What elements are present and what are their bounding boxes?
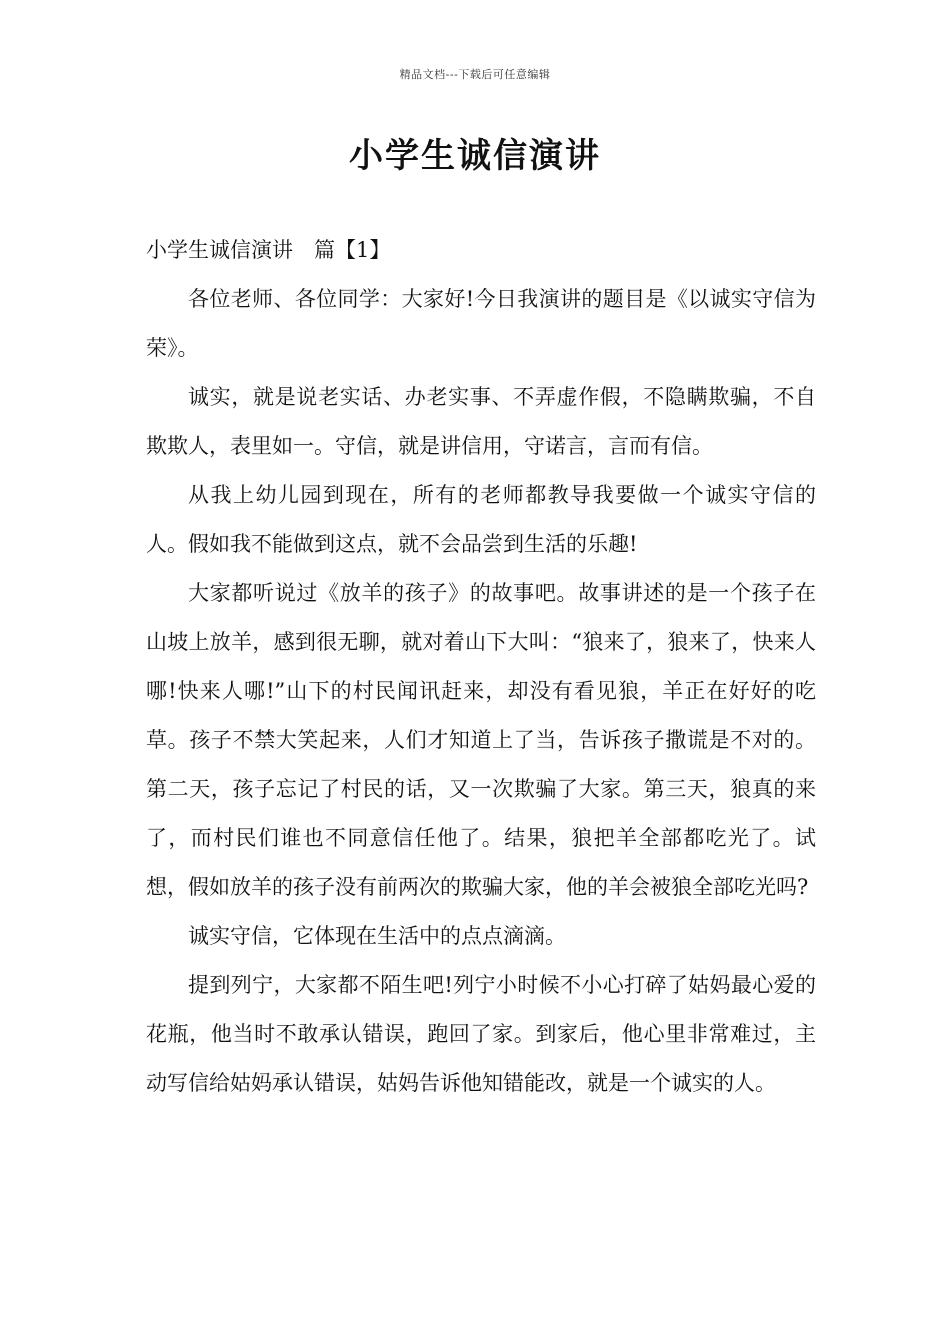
paragraph-5: 诚实守信，它体现在生活中的点点滴滴。 xyxy=(188,924,566,948)
section-heading: 小学生诚信演讲 篇【1】 xyxy=(146,238,391,262)
paragraph-6: 提到列宁，大家都不陌生吧!列宁小时候不小心打碎了姑妈最心爱的花瓶，他当时不敢承认错误，跑回了家。到家后，他心里非常难过，主动写信给姑妈承认错误，姑妈告诉他知错能改，就是一个诚实的人。 xyxy=(146,973,816,1095)
header-note: 精品文档---下载后可任意编辑 xyxy=(399,68,551,81)
paragraph-3: 从我上幼儿园到现在，所有的老师都教导我要做一个诚实守信的人。假如我不能做到这点，就不会品尝到生活的乐趣! xyxy=(146,483,816,556)
document-body xyxy=(146,226,816,1108)
document-title: 小学生诚信演讲 xyxy=(349,136,601,176)
paragraph-1: 各位老师、各位同学：大家好!今日我演讲的题目是《以诚实守信为荣》。 xyxy=(146,287,816,360)
paragraph-4: 大家都听说过《放羊的孩子》的故事吧。故事讲述的是一个孩子在山坡上放羊，感到很无聊，就对着山下大叫：“狼来了，狼来了，快来人哪!快来人哪!”山下的村民闻讯赶来，却没有看见狼，羊正在好好的吃草。孩子不禁大笑起来，人们才知道上了当，告诉孩子撒谎是不对的。第二天，孩子忘记了村民的话，又一次欺骗了大家。第三天，狼真的来了，而村民们谁也不同意信任他了。结果，狼把羊全部都吃光了。试想，假如放羊的孩子没有前两次的欺骗大家，他的羊会被狼全部吃光吗? xyxy=(146,581,816,899)
paragraph-2: 诚实，就是说老实话、办老实事、不弄虚作假，不隐瞒欺骗，不自欺欺人，表里如一。守信，就是讲信用，守诺言，言而有信。 xyxy=(146,385,816,458)
